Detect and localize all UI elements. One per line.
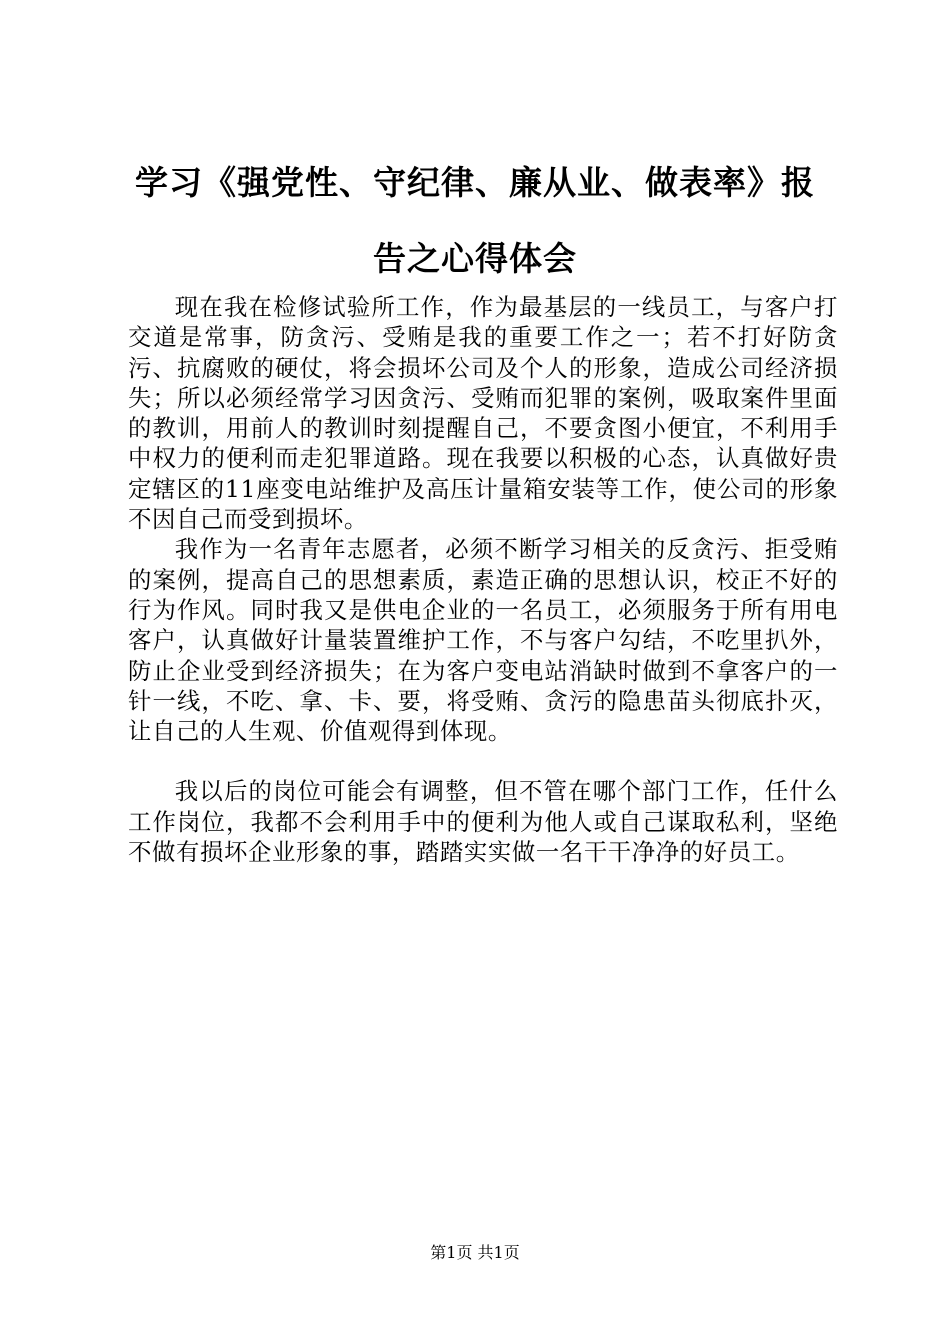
page-footer: 第1页 共1页 <box>430 1243 520 1262</box>
document-title-line-2: 告之心得体会 <box>373 239 577 278</box>
document-title-line-1: 学习《强党性、守纪律、廉从业、做表率》报 <box>135 163 815 202</box>
body-paragraph-1: 现在我在检修试验所工作，作为最基层的一线员工，与客户打交道是常事，防贪污、受贿是我的重要工作之一；若不打好防贪污、抗腐败的硬仗，将会损坏公司及个人的形象，造成公司经济损失；所以必须经常学习因贪污、受贿而犯罪的案例，吸取案件里面的教训，用前人的教训时刻提醒自己，不要贪图小便宜，不利用手中权力的便利而走犯罪道路。现在我要以积极的心态，认真做好贵定辖区的11座变电站维护及高压计量箱安装等工作，使公司的形象不因自己而受到损坏。 <box>128 293 838 534</box>
body-paragraph-2: 我作为一名青年志愿者，必须不断学习相关的反贪污、拒受贿的案例，提高自己的思想素质，素造正确的思想认识，校正不好的行为作风。同时我又是供电企业的一名员工，必须服务于所有用电客户，认真做好计量装置维护工作，不与客户勾结，不吃里扒外，防止企业受到经济损失；在为客户变电站消缺时做到不拿客户的一针一线，不吃、拿、卡、要，将受贿、贪污的隐患苗头彻底扑灭，让自己的人生观、价值观得到体现。 <box>128 535 838 746</box>
body-paragraph-3: 我以后的岗位可能会有调整，但不管在哪个部门工作，任什么工作岗位，我都不会利用手中的便利为他人或自己谋取私利，坚绝不做有损坏企业形象的事，踏踏实实做一名干干净净的好员工。 <box>128 777 838 867</box>
document-body <box>128 292 838 867</box>
